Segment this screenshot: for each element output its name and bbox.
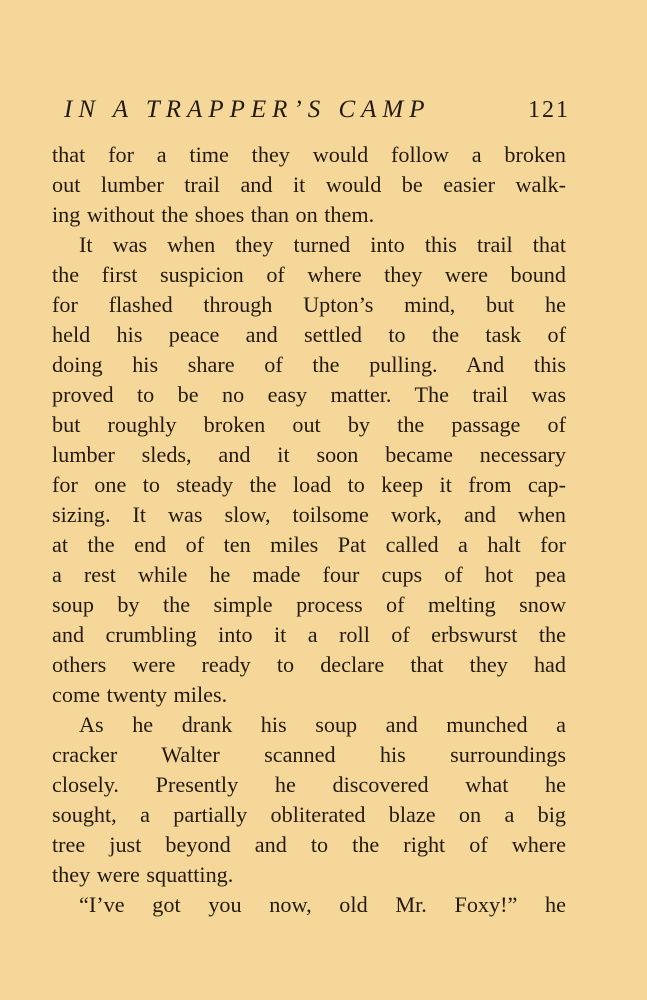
text-line: and crumbling into it a roll of erbswurst the: [52, 622, 566, 647]
text-line: come twenty miles.: [52, 682, 228, 707]
text-line: at the end of ten miles Pat called a halt for: [52, 532, 566, 557]
page-number: 121: [528, 97, 570, 123]
text-line: soup by the simple process of melting snow: [52, 592, 566, 617]
text-line: As he drank his soup and munched a: [79, 712, 566, 737]
running-head: [58, 92, 570, 128]
text-line: proved to be no easy matter. The trail was: [52, 382, 566, 407]
text-line: held his peace and settled to the task of: [52, 322, 566, 347]
text-line: the first suspicion of where they were bound: [52, 262, 566, 287]
text-line: lumber sleds, and it soon became necessary: [52, 442, 566, 467]
text-line: closely. Presently he discovered what he: [52, 772, 566, 797]
text-line: a rest while he made four cups of hot pea: [52, 562, 566, 587]
text-line: sizing. It was slow, toilsome work, and when: [52, 502, 566, 527]
text-line: others were ready to declare that they had: [52, 652, 566, 677]
text-line: but roughly broken out by the passage of: [52, 412, 566, 437]
body-text: [52, 140, 566, 920]
text-line: tree just beyond and to the right of where: [52, 832, 566, 857]
text-line: they were squatting.: [52, 862, 234, 887]
text-line: “I’ve got you now, old Mr. Foxy!” he: [79, 892, 566, 917]
text-line: sought, a partially obliterated blaze on a big: [52, 802, 566, 827]
text-line: doing his share of the pulling. And this: [52, 352, 566, 377]
running-title: IN A TRAPPER’S CAMP: [64, 96, 431, 123]
text-line: ing without the shoes than on them.: [52, 202, 375, 227]
text-line: It was when they turned into this trail that: [79, 232, 566, 257]
text-line: cracker Walter scanned his surroundings: [52, 742, 566, 767]
text-line: for one to steady the load to keep it from cap-: [52, 472, 566, 497]
text-line: for flashed through Upton’s mind, but he: [52, 292, 566, 317]
text-line: out lumber trail and it would be easier walk-: [52, 172, 566, 197]
text-line: that for a time they would follow a broken: [52, 142, 566, 167]
